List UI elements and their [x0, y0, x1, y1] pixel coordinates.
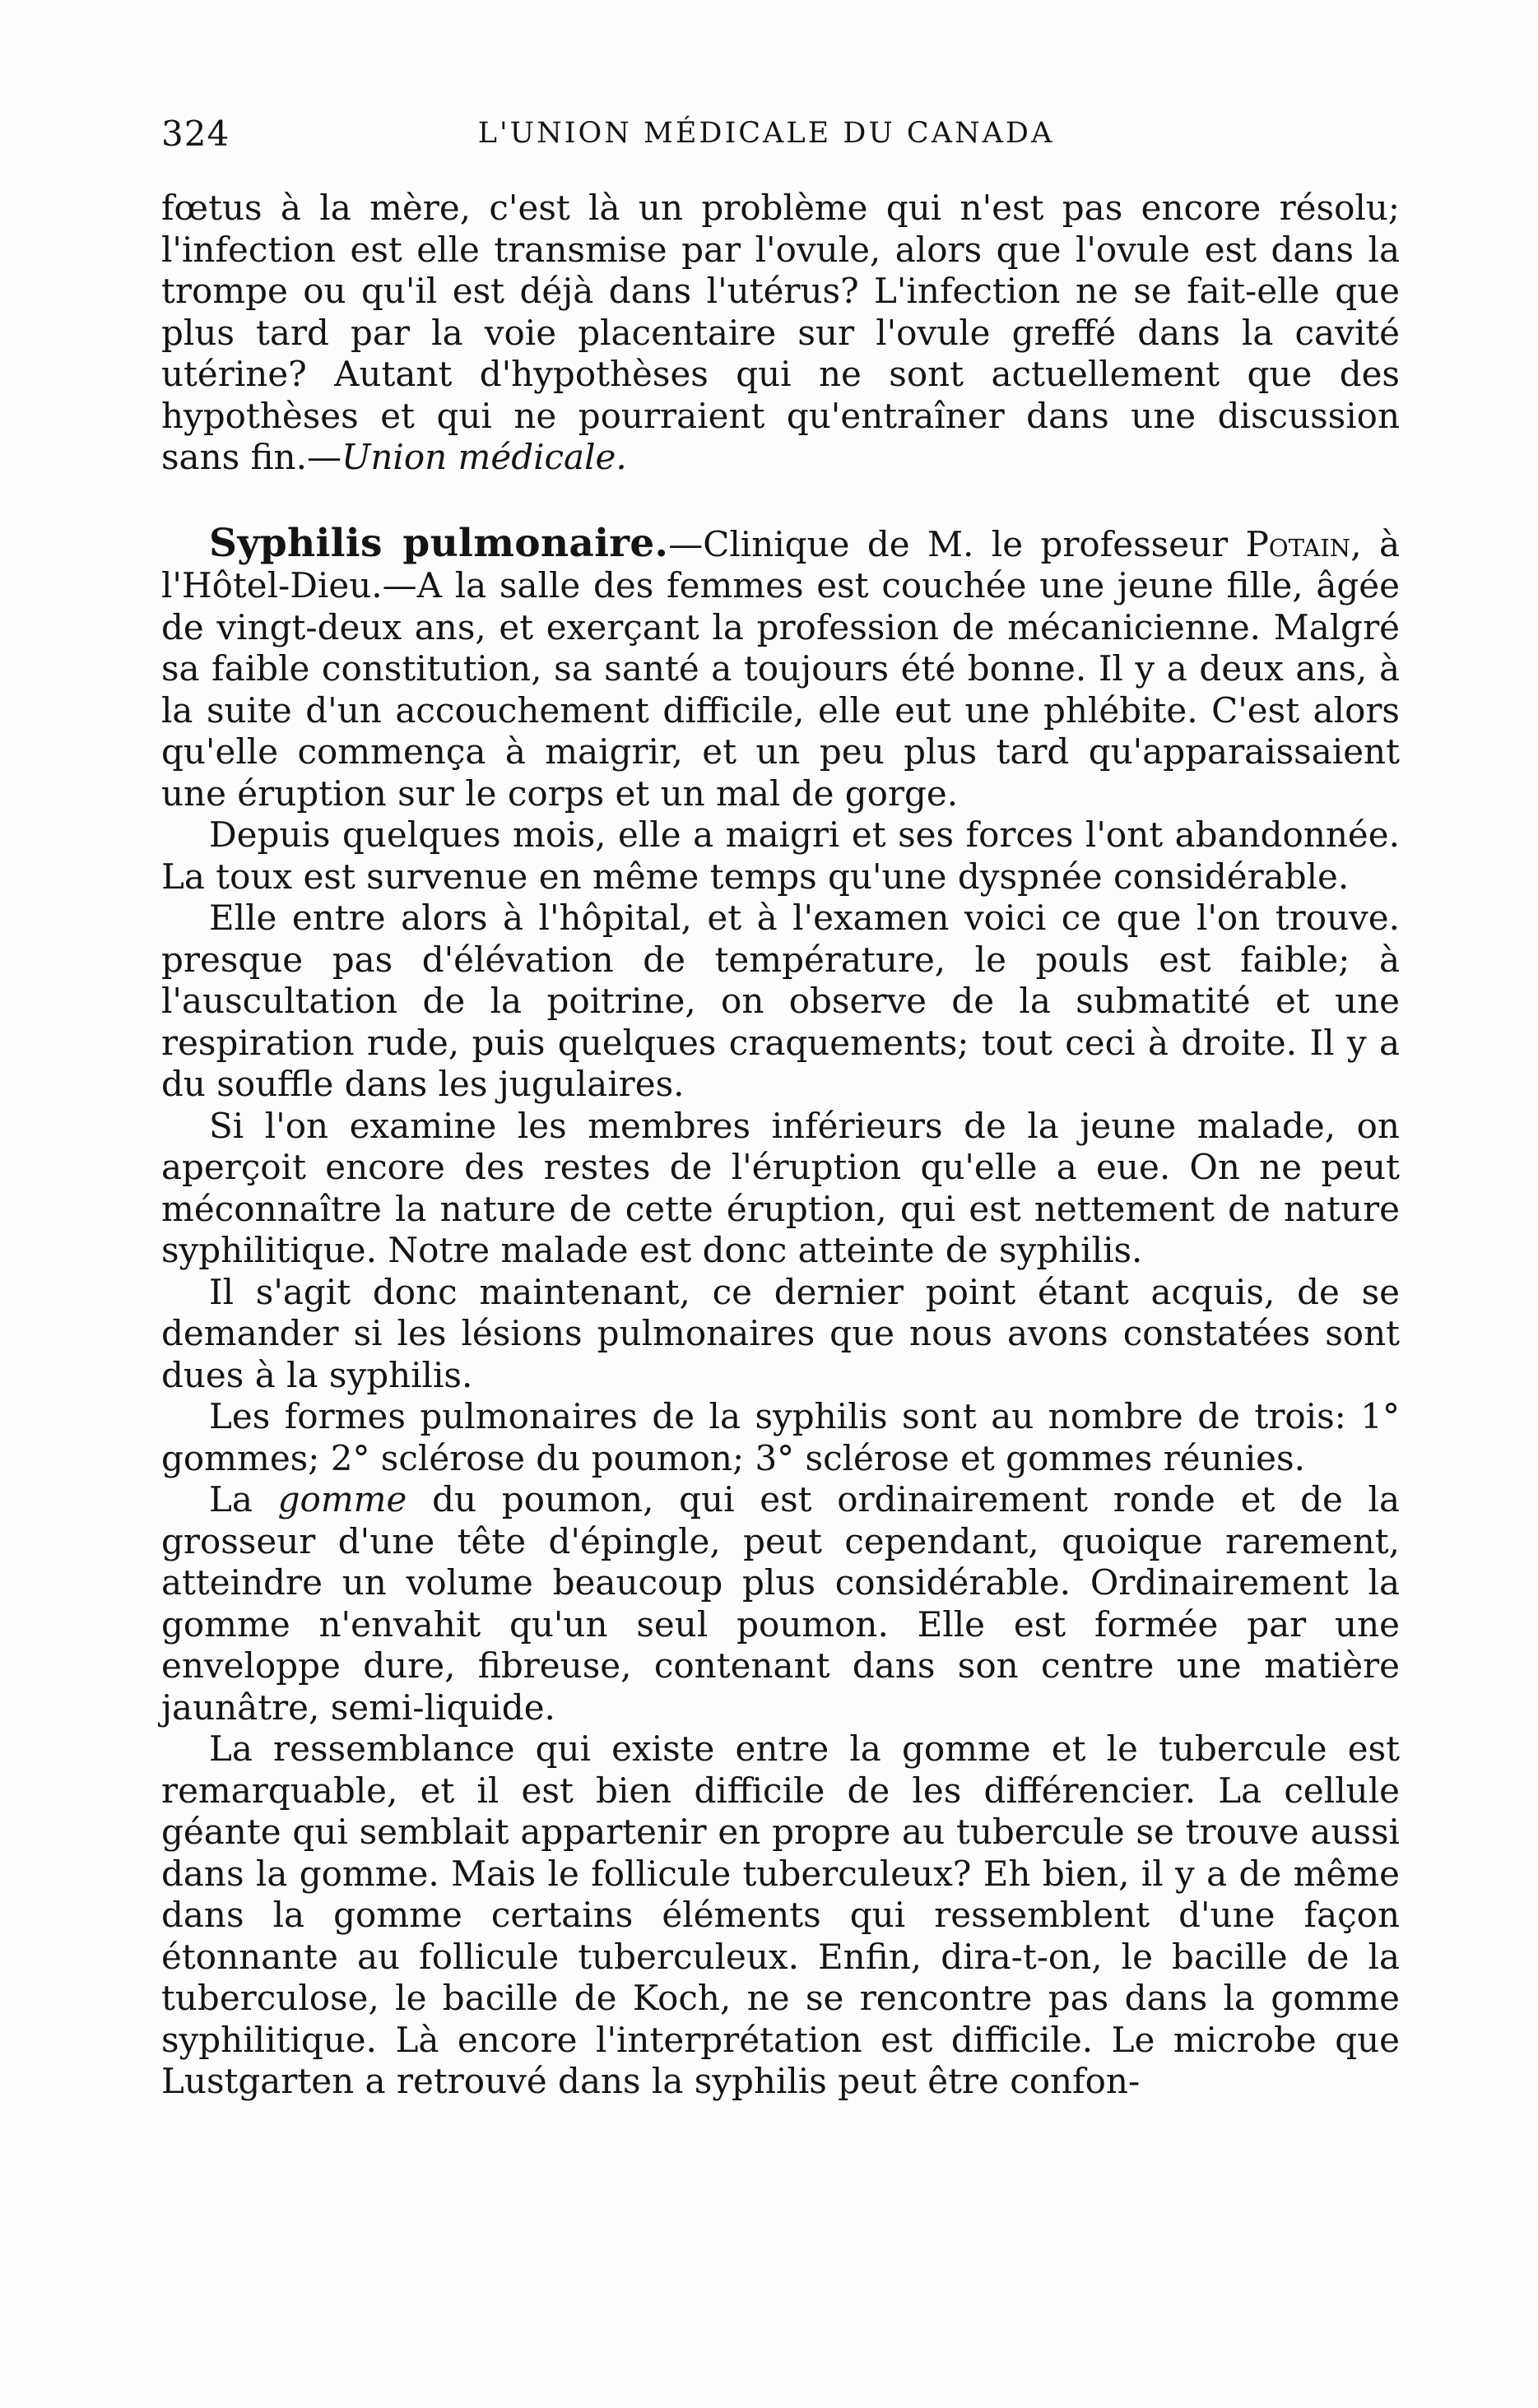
paragraph-text: Les formes pulmonaires de la syphilis sont au nombre de trois: 1° gommes; 2° sclérose du poumon; 3° sclérose et gommes réunies.: [161, 1396, 1400, 1478]
paragraph-text: , à l'Hôtel-Dieu.—A la salle des femmes est couchée une jeune fille, âgée de vingt-deux ans, et exerçant la profession de mécanicienne. Malgré sa faible constitution, sa santé a toujours été bonne. Il y a deux ans, à la suite d'un accouchement difficile, elle eut une phlébite. C'est alors qu'elle commença à maigrir, et un peu plus tard qu'apparaissaient une éruption sur le corps et un mal de gorge.: [161, 523, 1400, 814]
clinic-intro: —Clinique de M. le professeur: [668, 523, 1229, 564]
continued-paragraph-text: fœtus à la mère, c'est là un problème qui n'est pas encore résolu; l'infection est elle transmise par l'ovule, alors que l'ovule est dans la trompe ou qu'il est déjà dans l'utérus? L'infection ne se fait-elle que plus tard par la voie placentaire sur l'ovule greffé dans la cavité utérine? Autant d'hypothèses qui ne sont actuellement que des hypothèses et qui ne pourraient qu'entraîner dans une discussion sans fin.—: [161, 188, 1400, 477]
paragraph-text: du poumon, qui est ordinairement ronde et de la grosseur d'une tête d'épingle, peut cependant, quoique rarement, atteindre un volume beaucoup plus considérable. Ordinairement la gomme n'envahit qu'un seul poumon. Elle est formée par une enveloppe dure, fibreuse, contenant dans son centre une matière jaunâtre, semi-liquide.: [161, 1479, 1401, 1728]
paragraph-text: Elle entre alors à l'hôpital, et à l'examen voici ce que l'on trouve. presque pas d'élévation de température, le pouls est faible; à l'auscultation de la poitrine, on observe de la submatité et une respiration rude, puis quelques craquements; tout ceci à droite. Il y a du souffle dans les jugulaires.: [161, 898, 1400, 1104]
paragraph-text: Si l'on examine les membres inférieurs de la jeune malade, on aperçoit encore des restes de l'éruption qu'elle a eue. On ne peut méconnaître la nature de cette éruption, qui est nettement de nature syphilitique. Notre malade est donc atteinte de syphilis.: [161, 1105, 1400, 1270]
article-heading: Syphilis pulmonaire.: [209, 520, 669, 566]
article-first-paragraph: [161, 520, 1400, 815]
paragraph: [161, 1728, 1400, 2103]
professor-name: Potain: [1245, 523, 1351, 564]
paragraph: [161, 1479, 1400, 1728]
paragraph: [161, 898, 1400, 1106]
paragraph: [161, 1272, 1400, 1397]
paragraph-text: La ressemblance qui existe entre la gomme et le tubercule est remarquable, et il est bien difficile de les différencier. La cellule géante qui semblait appartenir en propre au tubercule se trouve aussi dans la gomme. Mais le follicule tuberculeux? Eh bien, il y a de même dans la gomme certains éléments qui ressemblent d'une façon étonnante au follicule tuberculeux. Enfin, dira-t-on, le bacille de la tuberculose, le bacille de Koch, ne se rencontre pas dans la gomme syphilitique. Là encore l'interprétation est difficile. Le microbe que Lustgarten a retrouvé dans la syphilis peut être confon-: [161, 1728, 1400, 2101]
continued-paragraph: [161, 188, 1400, 479]
page-number: 324: [161, 114, 230, 154]
paragraph: [161, 1106, 1400, 1272]
paragraph-text: Il s'agit donc maintenant, ce dernier point étant acquis, de se demander si les lésions pulmonaires que nous avons constatées sont dues à la syphilis.: [161, 1271, 1400, 1395]
paragraph: [161, 814, 1400, 898]
paragraph-text: Depuis quelques mois, elle a maigri et ses forces l'ont abandonnée. La toux est survenue en même temps qu'une dyspnée considérable.: [161, 814, 1400, 897]
emphasized-term: gomme: [277, 1479, 407, 1519]
paragraph: [161, 1396, 1400, 1479]
source-citation: Union médicale.: [341, 437, 627, 477]
running-title: L'UNION MÉDICALE DU CANADA: [477, 117, 1055, 150]
page-header: [161, 114, 1371, 163]
article-body: [161, 188, 1400, 2103]
paragraph-text: La: [209, 1479, 278, 1519]
